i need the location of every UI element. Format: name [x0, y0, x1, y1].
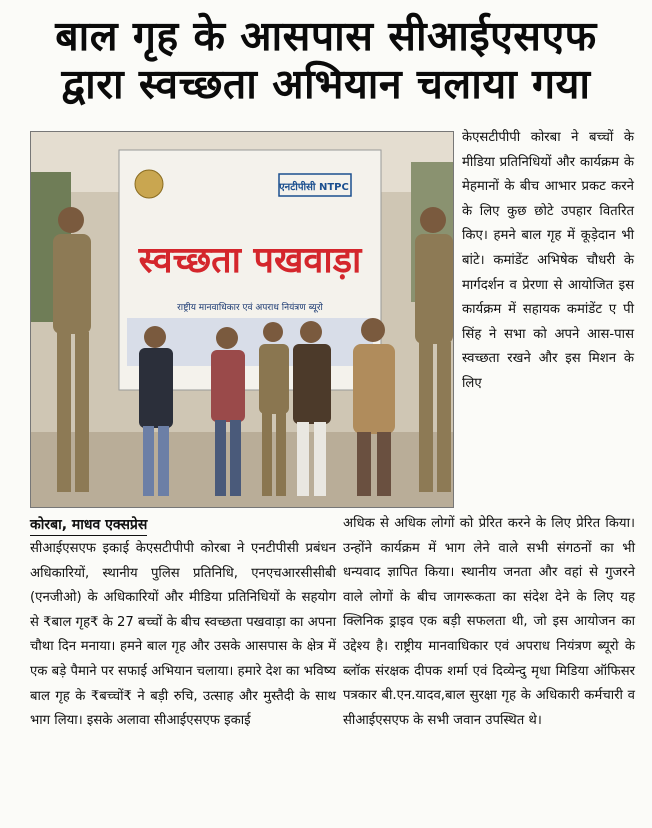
headline-line-2: द्वारा स्वच्छता अभियान चलाया गया: [61, 60, 591, 108]
article-column-middle: [343, 512, 635, 733]
article-column-right: [462, 126, 634, 397]
article-paragraph-middle: अधिक से अधिक लोगों को प्रेरित करने के लिए प्रेरित किया। उन्होंने कार्यक्रम में भाग लेने वाले सभी संगठनों का भी धन्यवाद ज्ञापित किया। स्थानीय जनता और वहां से गुजरने वाले लोगों के बीच जागरूकता का संदेश देने के लिए यह क्लिनिक ड्राइव एक बड़ी सफलता थी, जो इस आयोजन का उद्देश्य है। राष्ट्रीय मानवाधिकार एवं अपराध नियंत्रण ब्यूरो के ब्लॉक संरक्षक दीपक शर्मा एवं दिव्येन्दु मृधा मिडिया ऑफिसर पत्रकार बी.एन.यादव,बाल सुरक्षा गृह के अधिकारी कर्मचारी व सीआईएसएफ के सभी जवान उपस्थित थे।: [343, 516, 635, 728]
dateline-box: [30, 514, 336, 536]
news-photo: [30, 131, 454, 508]
cisf-emblem: [135, 170, 163, 198]
photo-illustration: [31, 132, 453, 507]
banner-org-line: राष्ट्रीय मानवाधिकार एवं अपराध नियंत्रण ब्यूरो: [177, 303, 323, 313]
headline: [0, 12, 652, 108]
banner-title: स्वच्छता पखवाड़ा: [138, 240, 362, 281]
banner-logo-text: एनटीपीसी NTPC: [279, 182, 349, 193]
article-paragraph-right: केएसटीपीपी कोरबा ने बच्चों के मीडिया प्रतिनिधियों और कार्यक्रम के मेहमानों के बीच आभार प्रकट करने के लिए कुछ छोटे उपहार वितरित किए। हमने बाल गृह में कूड़ेदान भी बांटे। कमांडेंट अभिषेक चौधरी के मार्गदर्शन व प्रेरणा से आयोजित इस कार्यक्रम में सहायक कमांडेंट ए पी सिंह ने सभा को अपने आस-पास स्वच्छता रखने और इस मिशन के लिए: [462, 130, 634, 391]
dateline: कोरबा, माधव एक्सप्रेस: [30, 515, 147, 536]
article-column-left: [30, 537, 336, 734]
headline-line-1: बाल गृह के आसपास सीआईएसएफ: [55, 12, 597, 60]
article-paragraph-left: सीआईएसएफ इकाई केएसटीपीपी कोरबा ने एनटीपीसी प्रबंधन अधिकारियों, स्थानीय पुलिस प्रतिनिधि, एनएचआरसीसीबी (एनजीओ) के अधिकारियों और मीडिया प्रतिनिधियों के सहयोग से ₹बाल गृह₹ के 27 बच्चों के बीच स्वच्छता पखवाड़ा का अपना चौथा दिन मनाया। हमने बाल गृह और उसके आसपास के क्षेत्र में एक बड़े पैमाने पर सफाई अभियान चलाया। हमारे देश का भविष्य बाल गृह के ₹बच्चों₹ ने बड़ी रुचि, उत्साह और मुस्तैदी के साथ भाग लिया। इसके अलावा सीआईएसएफ इकाई: [30, 541, 336, 729]
